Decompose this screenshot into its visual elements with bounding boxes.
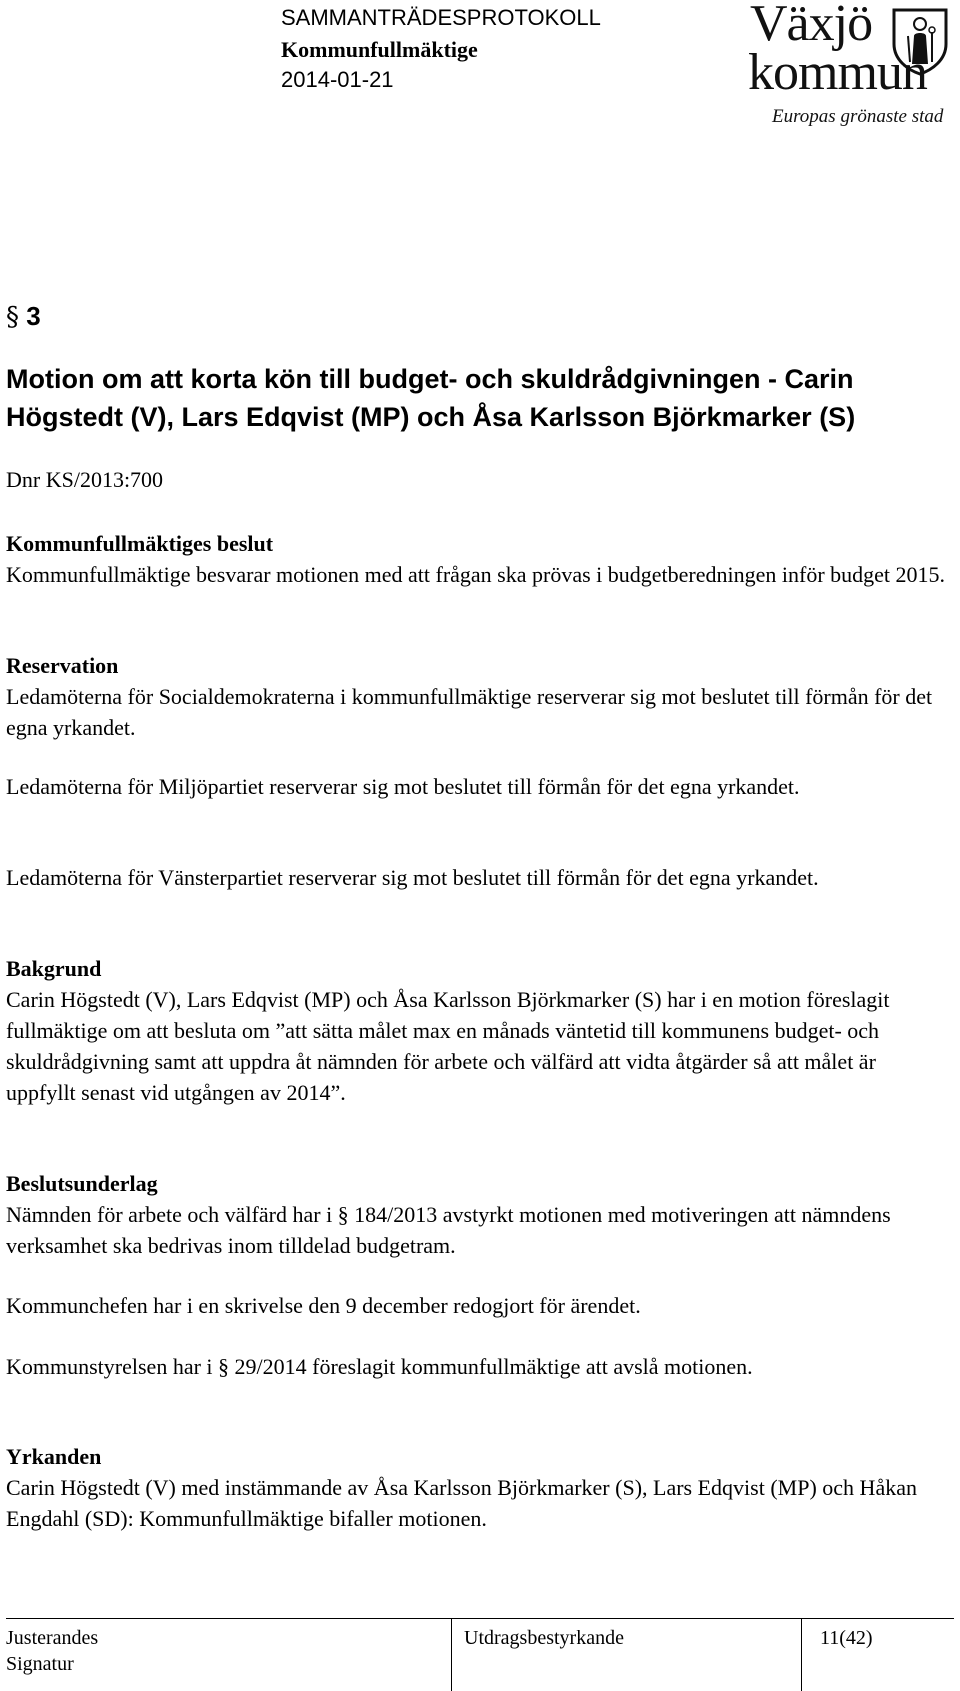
beslutsunderlag-heading: Beslutsunderlag [6, 1171, 158, 1196]
bakgrund-heading: Bakgrund [6, 956, 102, 981]
yrkanden-heading: Yrkanden [6, 1444, 102, 1469]
reservation-section [6, 650, 946, 743]
reservation-heading: Reservation [6, 653, 119, 678]
document-type: SAMMANTRÄDESPROTOKOLL [281, 5, 601, 30]
reservation-section-2 [6, 771, 946, 802]
logo-line-1: Växjö [750, 0, 873, 52]
beslutsunderlag-section-2 [6, 1290, 946, 1321]
beslutsunderlag-paragraph: Kommunstyrelsen har i § 29/2014 föreslagit kommunfullmäktige att avslå motionen. [6, 1354, 753, 1379]
logo-line-2: kommun [748, 44, 927, 101]
meeting-body: Kommunfullmäktige [281, 37, 478, 62]
beslutsunderlag-paragraph: Nämnden för arbete och välfärd har i § 184/2013 avstyrkt motionen med motiveringen att nämndens verksamhet ska bedrivas inom tilldelad budgetram. [6, 1202, 891, 1258]
signature-footer [6, 1618, 954, 1691]
signatur-label: Signatur [6, 1653, 74, 1675]
utdrag-label: Utdragsbestyrkande [464, 1627, 624, 1649]
logo-tagline: Europas grönaste stad [772, 106, 944, 127]
paragraph-number [6, 300, 41, 333]
beslutsunderlag-paragraph: Kommunchefen har i en skrivelse den 9 december redogjort för ärendet. [6, 1293, 641, 1318]
reservation-paragraph: Ledamöterna för Vänsterpartiet reserverar sig mot beslutet till förmån för det egna yrkandet. [6, 865, 819, 890]
bakgrund-section [6, 953, 946, 1108]
page-total: (42) [839, 1627, 873, 1649]
section-number: 3 [26, 301, 41, 331]
motion-title: Motion om att korta kön till budget- och skuldrådgivningen - Carin Högstedt (V), Lars Edqvist (MP) och Åsa Karlsson Björkmarker (S) [6, 364, 856, 432]
justerandes-cell [6, 1618, 452, 1691]
page-number-cell [802, 1618, 954, 1691]
bakgrund-text: Carin Högstedt (V), Lars Edqvist (MP) och Åsa Karlsson Björkmarker (S) har i en motion föreslagit fullmäktige om att besluta om ”att sätta målet max en månads väntetid till kommunens budget- och skuldrådgivning samt att uppdra åt nämnden för arbete och välfärd att vidta åtgärder så att målet är uppfyllt senast vid utgången av 2014”. [6, 987, 890, 1105]
beslutsunderlag-section [6, 1168, 946, 1261]
page-current: 11 [820, 1627, 840, 1649]
diary-number: Dnr KS/2013:700 [6, 467, 164, 492]
reservation-paragraph: Ledamöterna för Socialdemokraterna i kommunfullmäktige reserverar sig mot beslutet till förmån för det egna yrkandet. [6, 684, 933, 740]
yrkanden-text: Carin Högstedt (V) med instämmande av Åsa Karlsson Björkmarker (S), Lars Edqvist (MP) och Håkan Engdahl (SD): Kommunfullmäktige bifaller motionen. [6, 1475, 917, 1531]
reservation-section-3 [6, 862, 946, 893]
justerandes-label: Justerandes [6, 1627, 99, 1649]
vaxjo-kommun-logo [748, 0, 960, 135]
beslutsunderlag-section-3 [6, 1351, 946, 1382]
beslut-section [6, 528, 946, 590]
utdrag-cell [452, 1618, 802, 1691]
reservation-paragraph: Ledamöterna för Miljöpartiet reserverar sig mot beslutet till förmån för det egna yrkandet. [6, 774, 800, 799]
beslut-heading: Kommunfullmäktiges beslut [6, 531, 274, 556]
section-symbol: § [6, 302, 19, 332]
meeting-date: 2014-01-21 [281, 67, 394, 92]
yrkanden-section [6, 1441, 946, 1534]
beslut-text: Kommunfullmäktige besvarar motionen med att frågan ska prövas i budgetberedningen inför budget 2015. [6, 562, 946, 587]
